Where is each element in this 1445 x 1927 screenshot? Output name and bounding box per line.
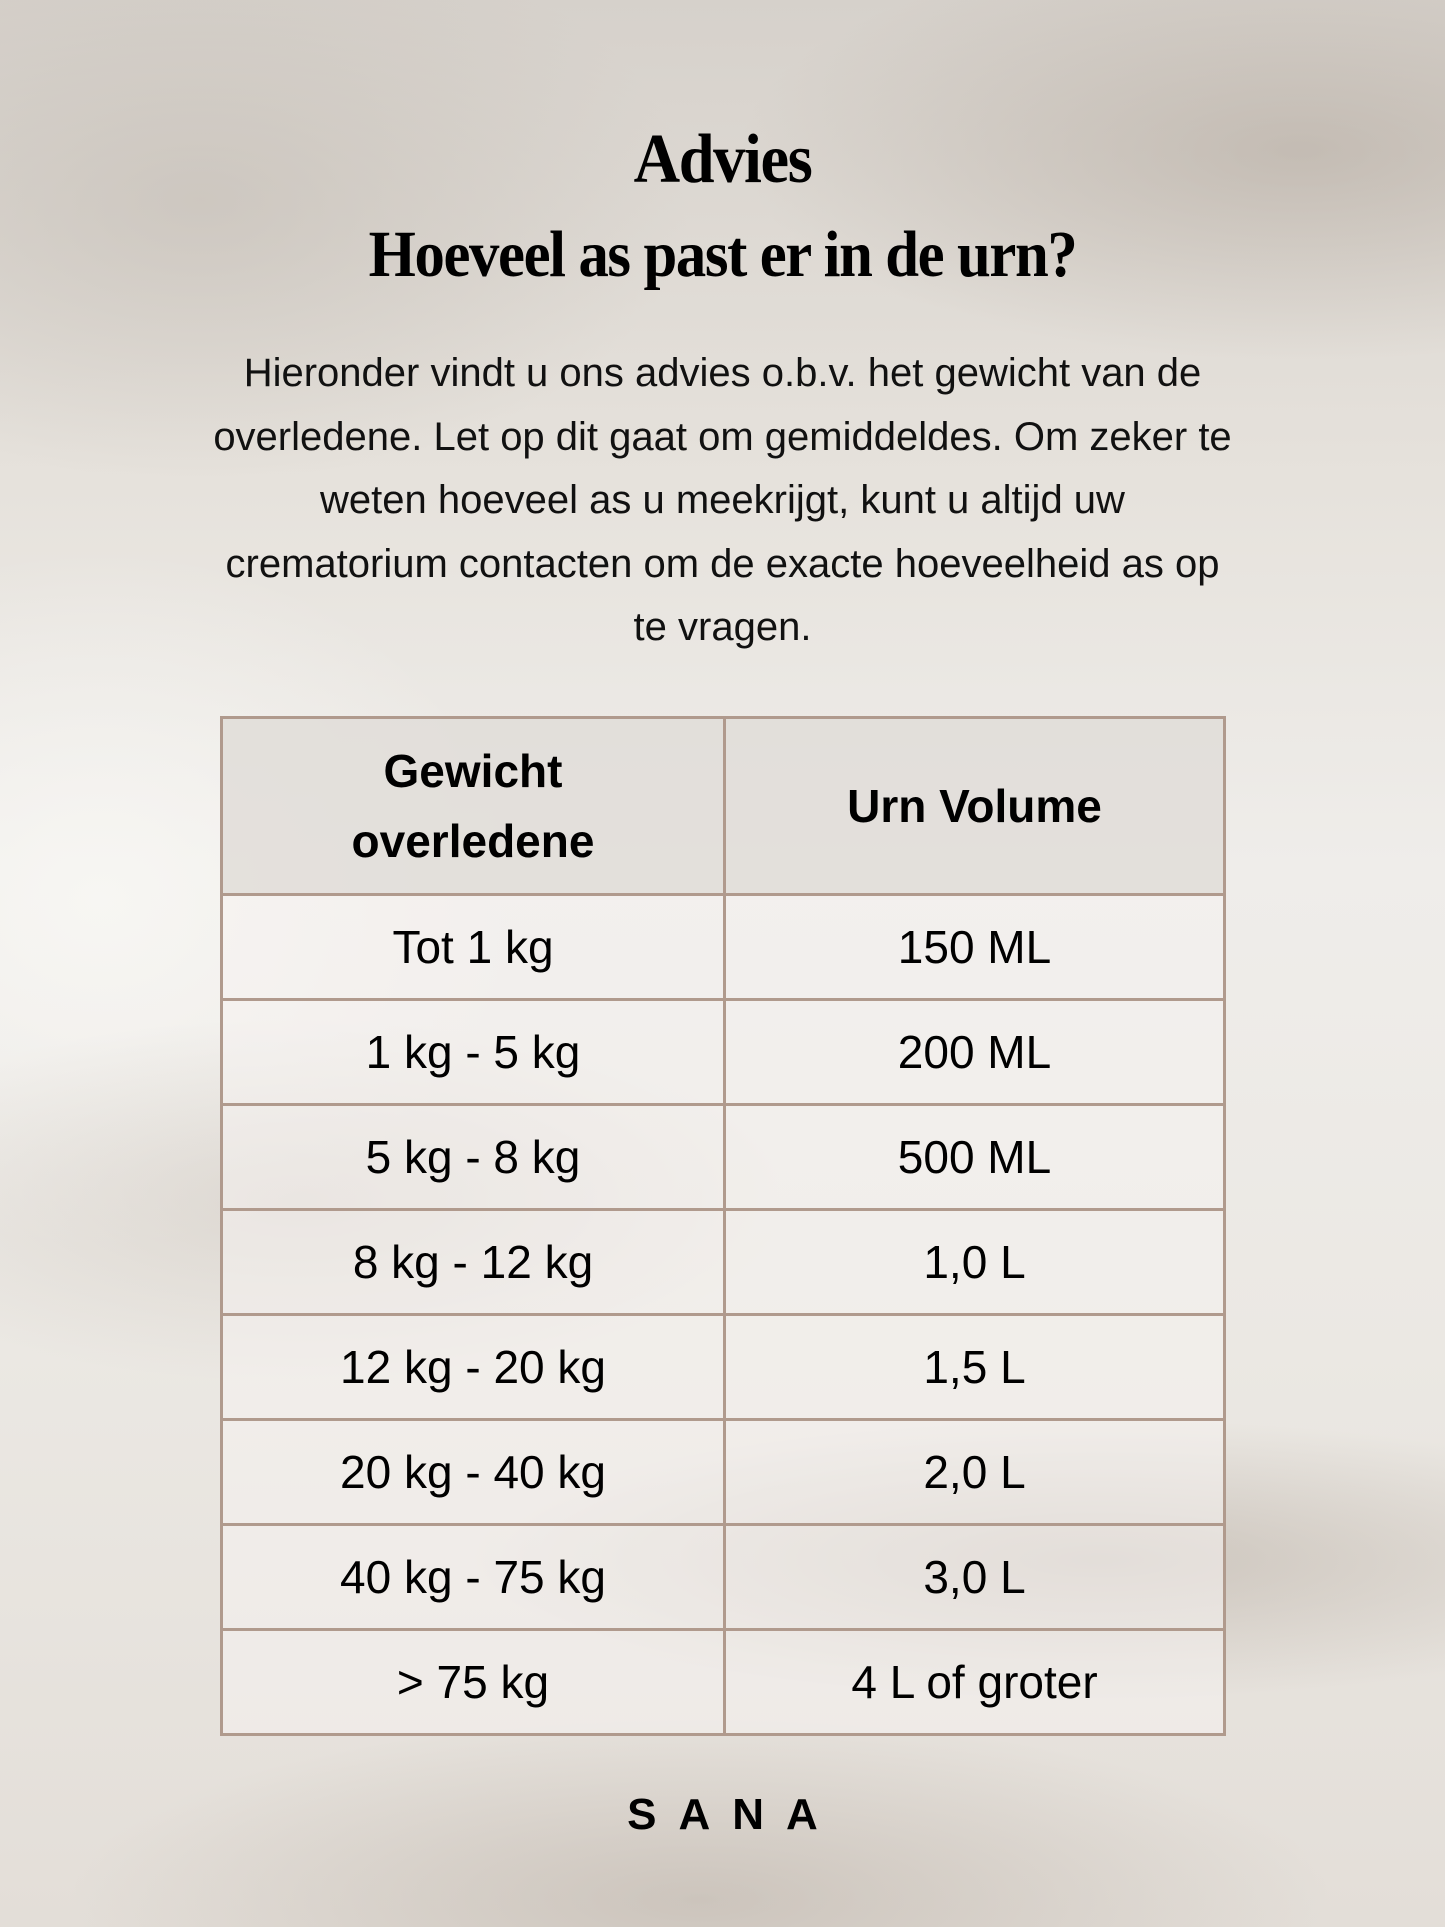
- urn-volume-table: [220, 716, 1226, 1736]
- header-weight-line2: overledene: [351, 815, 595, 867]
- table-row: [222, 1315, 1225, 1420]
- intro-line: overledene. Let op dit gaat om gemiddeldes. Om zeker te: [213, 414, 1232, 459]
- header-weight: [222, 718, 725, 895]
- volume-cell: 1,5 L: [725, 1315, 1225, 1420]
- table-row: [222, 1000, 1225, 1105]
- table-row: [222, 1525, 1225, 1630]
- weight-cell: 1 kg - 5 kg: [222, 1000, 725, 1105]
- weight-cell: > 75 kg: [222, 1630, 725, 1735]
- weight-cell: 5 kg - 8 kg: [222, 1105, 725, 1210]
- volume-cell: 2,0 L: [725, 1420, 1225, 1525]
- intro-line: te vragen.: [633, 605, 812, 649]
- volume-cell: 3,0 L: [725, 1525, 1225, 1630]
- weight-cell: 8 kg - 12 kg: [222, 1210, 725, 1315]
- weight-cell: 20 kg - 40 kg: [222, 1420, 725, 1525]
- volume-cell: 200 ML: [725, 1000, 1225, 1105]
- table-row: [222, 895, 1225, 1000]
- weight-cell: 12 kg - 20 kg: [222, 1315, 725, 1420]
- volume-cell: 4 L of groter: [725, 1630, 1225, 1735]
- table-row: [222, 1210, 1225, 1315]
- weight-cell: Tot 1 kg: [222, 895, 725, 1000]
- volume-cell: 500 ML: [725, 1105, 1225, 1210]
- intro-line: weten hoeveel as u meekrijgt, kunt u altijd uw: [320, 478, 1125, 522]
- weight-cell: 40 kg - 75 kg: [222, 1525, 725, 1630]
- table-row: [222, 1630, 1225, 1735]
- title-question: Hoeveel as past er in de urn?: [368, 218, 1077, 291]
- table-header-row: [222, 718, 1225, 895]
- intro-paragraph: [130, 342, 1315, 660]
- table-row: [222, 1420, 1225, 1525]
- brand-logo: SANA: [627, 1790, 840, 1839]
- volume-cell: 150 ML: [725, 895, 1225, 1000]
- table-row: [222, 1105, 1225, 1210]
- title-advies: Advies: [633, 121, 812, 198]
- header-volume: Urn Volume: [725, 718, 1225, 895]
- header-weight-line1: Gewicht: [383, 745, 563, 797]
- intro-line: Hieronder vindt u ons advies o.b.v. het gewicht van de: [243, 351, 1202, 395]
- volume-cell: 1,0 L: [725, 1210, 1225, 1315]
- intro-line: crematorium contacten om de exacte hoeveelheid as op: [225, 541, 1220, 586]
